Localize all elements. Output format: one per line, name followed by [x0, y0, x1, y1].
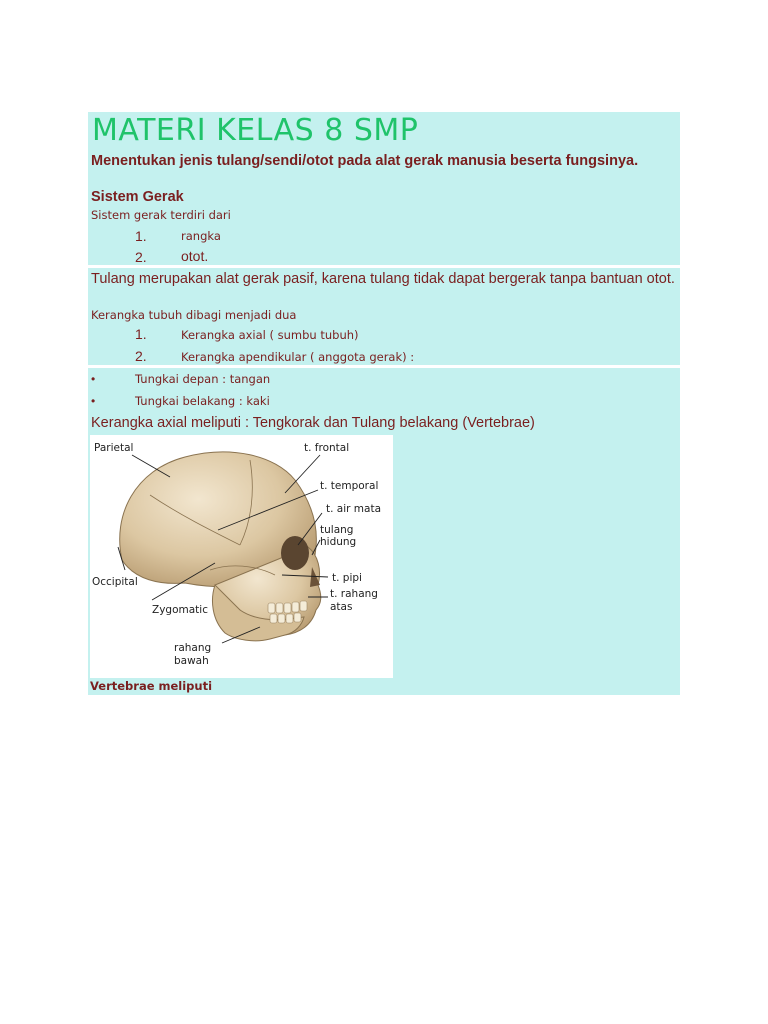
intro-text: Sistem gerak terdiri dari [91, 208, 231, 222]
label-hidung-2: hidung [320, 536, 357, 548]
axial-block [88, 368, 680, 695]
label-occipital: Occipital [92, 576, 138, 588]
bullet-mark: • [91, 372, 96, 386]
bullet-mark: • [91, 394, 96, 408]
label-rahang-atas-1: t. rahang [330, 588, 378, 600]
kerangka-intro: Kerangka tubuh dibagi menjadi dua [91, 308, 297, 322]
skull-diagram [90, 435, 393, 678]
page-title: MATERI KELAS 8 SMP [92, 113, 419, 148]
label-rahang-bawah-2: bawah [174, 655, 209, 667]
label-frontal: t. frontal [304, 442, 350, 454]
list-number: 1. [135, 326, 147, 342]
list-number: 2. [135, 249, 147, 265]
paragraph-tulang: Tulang merupakan alat gerak pasif, karena tulang tidak dapat bergerak tanpa bantuan otot. [91, 271, 675, 287]
kerangka-block [88, 268, 680, 365]
vertebrae-heading: Vertebrae meliputi [90, 679, 213, 693]
label-rahang-atas-2: atas [330, 601, 353, 613]
list-text: Kerangka apendikular ( anggota gerak) : [181, 350, 415, 364]
skull-illustration [90, 435, 393, 678]
list-text: rangka [181, 229, 221, 243]
list-number: 1. [135, 228, 147, 244]
list-text: otot. [181, 248, 209, 264]
label-zygomatic: Zygomatic [152, 604, 208, 616]
label-hidung-1: tulang [320, 524, 354, 536]
axial-text: Kerangka axial meliputi : Tengkorak dan Tulang belakang (Vertebrae) [91, 415, 535, 431]
eye-socket-shape [281, 536, 309, 570]
label-temporal: t. temporal [320, 480, 379, 492]
list-number: 2. [135, 348, 147, 364]
label-air-mata: t. air mata [326, 503, 382, 515]
label-parietal: Parietal [94, 442, 134, 454]
document-page [88, 112, 680, 695]
label-rahang-bawah-1: rahang [174, 642, 212, 654]
list-text: Kerangka axial ( sumbu tubuh) [181, 328, 359, 342]
label-pipi: t. pipi [332, 572, 362, 584]
bullet-text: Tungkai depan : tangan [135, 372, 271, 386]
bullet-text: Tungkai belakang : kaki [135, 394, 270, 408]
page-subtitle: Menentukan jenis tulang/sendi/otot pada alat gerak manusia beserta fungsinya. [91, 153, 639, 169]
section-heading: Sistem Gerak [91, 189, 184, 205]
intro-block [88, 112, 680, 265]
